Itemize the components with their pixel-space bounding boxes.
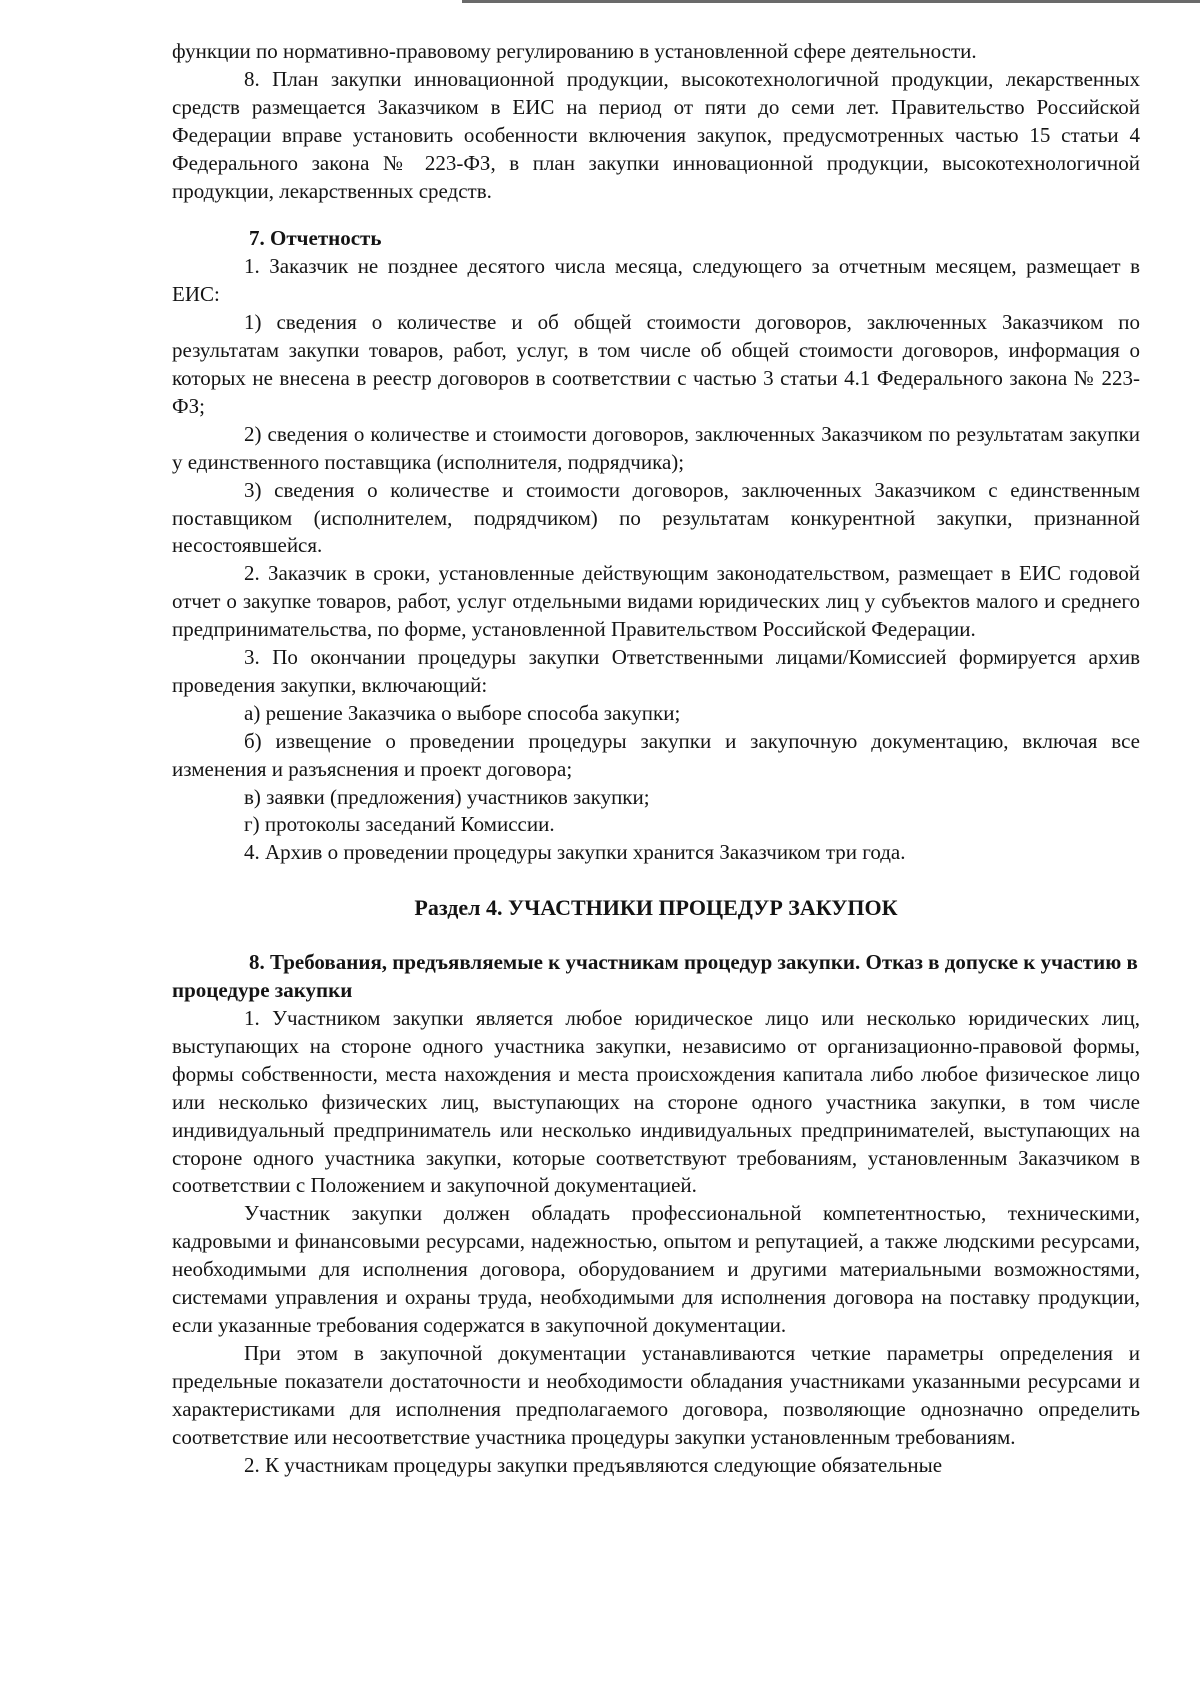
paragraph-reporting-3: 3. По окончании процедуры закупки Ответственными лицами/Комиссией формируется архив проведения закупки, включающий: — [172, 645, 1140, 697]
paragraph-reporting-1-1: 1) сведения о количестве и об общей стоимости договоров, заключенных Заказчиком по результатам закупки товаров, работ, услуг, в том числе об общей стоимости договоров, информация о которых не внесена в реестр договоров в соответствии с частью 3 статьи 4.1 Федерального закона № 223-ФЗ; — [172, 310, 1140, 418]
spacer — [172, 922, 1140, 949]
paragraph-participants-competence: Участник закупки должен обладать профессиональной компетентностью, техническими, кадровыми и финансовыми ресурсами, надежностью, опытом и репутацией, а также людскими ресурсами, необходимыми для исполнения договора, оборудованием и другими материальными возможностями, системами управления и охраны труда, необходимыми для исполнения договора на поставку продукции, если указанные требования содержатся в закупочной документации. — [172, 1201, 1140, 1337]
document-page — [172, 38, 1140, 1479]
paragraph-reporting-1-3: 3) сведения о количестве и стоимости договоров, заключенных Заказчиком с единственным поставщиком (исполнителем, подрядчиком) по результатам конкурентной закупки, признанной несостоявшейся. — [172, 477, 1140, 558]
paragraph-reporting-2: 2. Заказчик в сроки, установленные действующим законодательством, размещает в ЕИС годовой отчет о закупке товаров, работ, услуг отдельными видами юридических лиц у субъектов малого и среднего предпринимательства, по форме, установленной Правительством Российской Федерации. — [172, 561, 1140, 642]
paragraph-reporting-3-a: а) решение Заказчика о выборе способа закупки; — [244, 700, 681, 725]
paragraph-reporting-1-2: 2) сведения о количестве и стоимости договоров, заключенных Заказчиком по результатам закупки у единственного поставщика (исполнителя, подрядчика); — [172, 421, 1140, 474]
paragraph-reporting-3-b: б) извещение о проведении процедуры закупки и закупочную документацию, включая все изменения и разъяснения и проект договора; — [172, 728, 1140, 781]
scan-edge-line — [462, 0, 1200, 3]
paragraph-reporting-4: 4. Архив о проведении процедуры закупки хранится Заказчиком три года. — [244, 840, 906, 865]
paragraph-participants-2: 2. К участникам процедуры закупки предъявляются следующие обязательные — [244, 1452, 943, 1477]
paragraph-continuation: функции по нормативно-правовому регулированию в установленной сфере деятельности. — [172, 39, 977, 63]
spacer — [172, 867, 1140, 894]
section-title: Раздел 4. УЧАСТНИКИ ПРОЦЕДУР ЗАКУПОК — [414, 895, 898, 921]
paragraph-item-8: 8. План закупки инновационной продукции, высокотехнологичной продукции, лекарственных средств размещается Заказчиком в ЕИС на период от пяти до семи лет. Правительство Российской Федерации вправе установить особенности включения закупок, предусмотренных частью 15 статьи 4 Федерального закона № 223-ФЗ, в план закупки инновационной продукции, высокотехнологичной продукции, лекарственных средств. — [172, 66, 1140, 203]
paragraph-reporting-3-d: г) протоколы заседаний Комиссии. — [244, 812, 555, 837]
paragraph-reporting-1: 1. Заказчик не позднее десятого числа месяца, следующего за отчетным месяцем, размещает в ЕИС: — [172, 254, 1140, 307]
heading-participant-requirements: 8. Требования, предъявляемые к участникам процедур закупки. Отказ в допуске к участию в процедуре закупки — [172, 950, 1138, 1003]
paragraph-participants-parameters: При этом в закупочной документации устанавливаются четкие параметры определения и предельные показатели достаточности и необходимости обладания участниками указанными ресурсами и характеристиками для исполнения предполагаемого договора, позволяющие однозначно определить соответствие или несоответствие участника процедуры закупки установленным требованиям. — [172, 1340, 1140, 1449]
spacer — [172, 205, 1140, 225]
paragraph-participants-1: 1. Участником закупки является любое юридическое лицо или несколько юридических лиц, выступающих на стороне одного участника закупки, независимо от организационно-правовой формы, формы собственности, места нахождения и места происхождения капитала либо любое физическое лицо или несколько физических лиц, выступающих на стороне одного участника закупки, в том числе индивидуальный предприниматель или несколько индивидуальных предпринимателей, выступающих на стороне одного участника закупки, которые соответствуют требованиям, установленным Заказчиком в соответствии с Положением и закупочной документацией. — [172, 1006, 1140, 1198]
heading-reporting: 7. Отчетность — [249, 226, 382, 251]
paragraph-reporting-3-c: в) заявки (предложения) участников закупки; — [244, 784, 650, 809]
